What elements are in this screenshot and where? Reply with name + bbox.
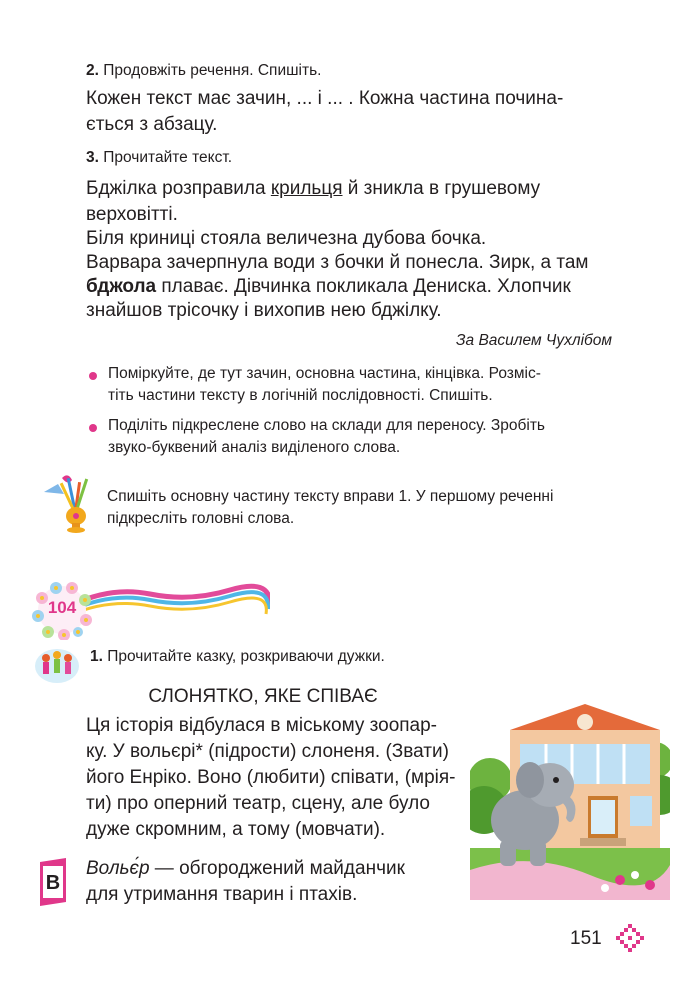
ornament-icon xyxy=(616,924,644,952)
paragraph-1-line1 xyxy=(86,176,612,202)
author-credit: За Василем Чухлібом xyxy=(456,332,612,349)
glossary-line1 xyxy=(86,856,405,882)
bullet-1-line1: Поміркуйте, де тут зачин, основна частина, кінцівка. Розміс- xyxy=(108,365,541,382)
story-line-1: Ця історія відбулася в міському зоопар- xyxy=(86,715,438,736)
p1-before: Бджілка розправила xyxy=(86,178,271,199)
story-line-5: дуже скромним, а тому (мовчати). xyxy=(86,819,386,840)
lesson-task1-instruction xyxy=(90,646,385,668)
task3-instruction xyxy=(86,147,232,169)
paragraph-3-line2 xyxy=(86,274,571,300)
story-line-2: ку. У вольєрі* (підрости) слоненя. (Звати) xyxy=(86,741,449,762)
paragraph-3-line3: знайшов трісочку і вихопив нею бджілку. xyxy=(86,300,442,321)
task2-instruction xyxy=(86,60,321,82)
homework-line2: підкресліть головні слова. xyxy=(107,510,295,527)
lesson-task1-number: 1. xyxy=(90,648,103,665)
bullet-2-line1: Поділіть підкреслене слово на склади для переносу. Зробіть xyxy=(108,417,546,434)
story-title: СЛОНЯТКО, ЯКЕ СПІВАЄ xyxy=(148,686,378,707)
story-line-4: ти) про оперний театр, сцену, але було xyxy=(86,793,430,814)
glossary-definition-start: — обгороджений майданчик xyxy=(149,858,405,879)
p3-line2-rest: плаває. Дівчинка покликала Дениска. Хлопчик xyxy=(156,276,571,297)
glossary-term: Вольє́р xyxy=(86,858,150,879)
lesson-task1-text: Прочитайте казку, розкриваючи дужки. xyxy=(107,648,385,665)
elephant-zoo-illustration xyxy=(470,700,670,900)
homework-vase-icon xyxy=(40,472,102,536)
page-number: 151 xyxy=(570,928,602,949)
task3-number: 3. xyxy=(86,149,99,166)
glossary-line2: для утримання тварин і птахів. xyxy=(86,884,358,905)
bullet-1-line2: тіть частини тексту в логічній послідовності. Спишіть. xyxy=(108,387,493,404)
task2-instruction-text: Продовжіть речення. Спишіть. xyxy=(103,62,322,79)
paragraph-2: Біля криниці стояла величезна дубова бочка. xyxy=(86,228,487,249)
lesson-ribbon xyxy=(70,576,270,616)
lesson-number: 104 xyxy=(47,598,77,617)
story-line-3: його Енріко. Воно (любити) співати, (мрія- xyxy=(86,767,456,788)
underlined-word: крильця xyxy=(270,178,343,199)
task2-line1: Кожен текст має зачин, ... і ... . Кожна частина почина- xyxy=(86,88,564,109)
group-work-icon xyxy=(34,644,80,684)
bullet-2-line2: звуко-буквений аналіз виділеного слова. xyxy=(108,439,401,456)
paragraph-3-line1: Варвара зачерпнула води з бочки й понесла. Зирк, а там xyxy=(86,252,589,273)
task2-line2: ється з абзацу. xyxy=(86,114,218,135)
paragraph-1-line2: верховітті. xyxy=(86,204,178,225)
task3-instruction-text: Прочитайте текст. xyxy=(103,149,233,166)
p1-after: й зникла в грушевому xyxy=(342,178,541,199)
bold-word: бджола xyxy=(86,276,157,297)
glossary-letter: В xyxy=(45,872,61,894)
task2-number: 2. xyxy=(86,62,99,79)
bullet-dot-1 xyxy=(89,372,97,380)
bullet-dot-2 xyxy=(89,424,97,432)
homework-line1: Спишіть основну частину тексту вправи 1. У першому реченні xyxy=(107,488,554,505)
